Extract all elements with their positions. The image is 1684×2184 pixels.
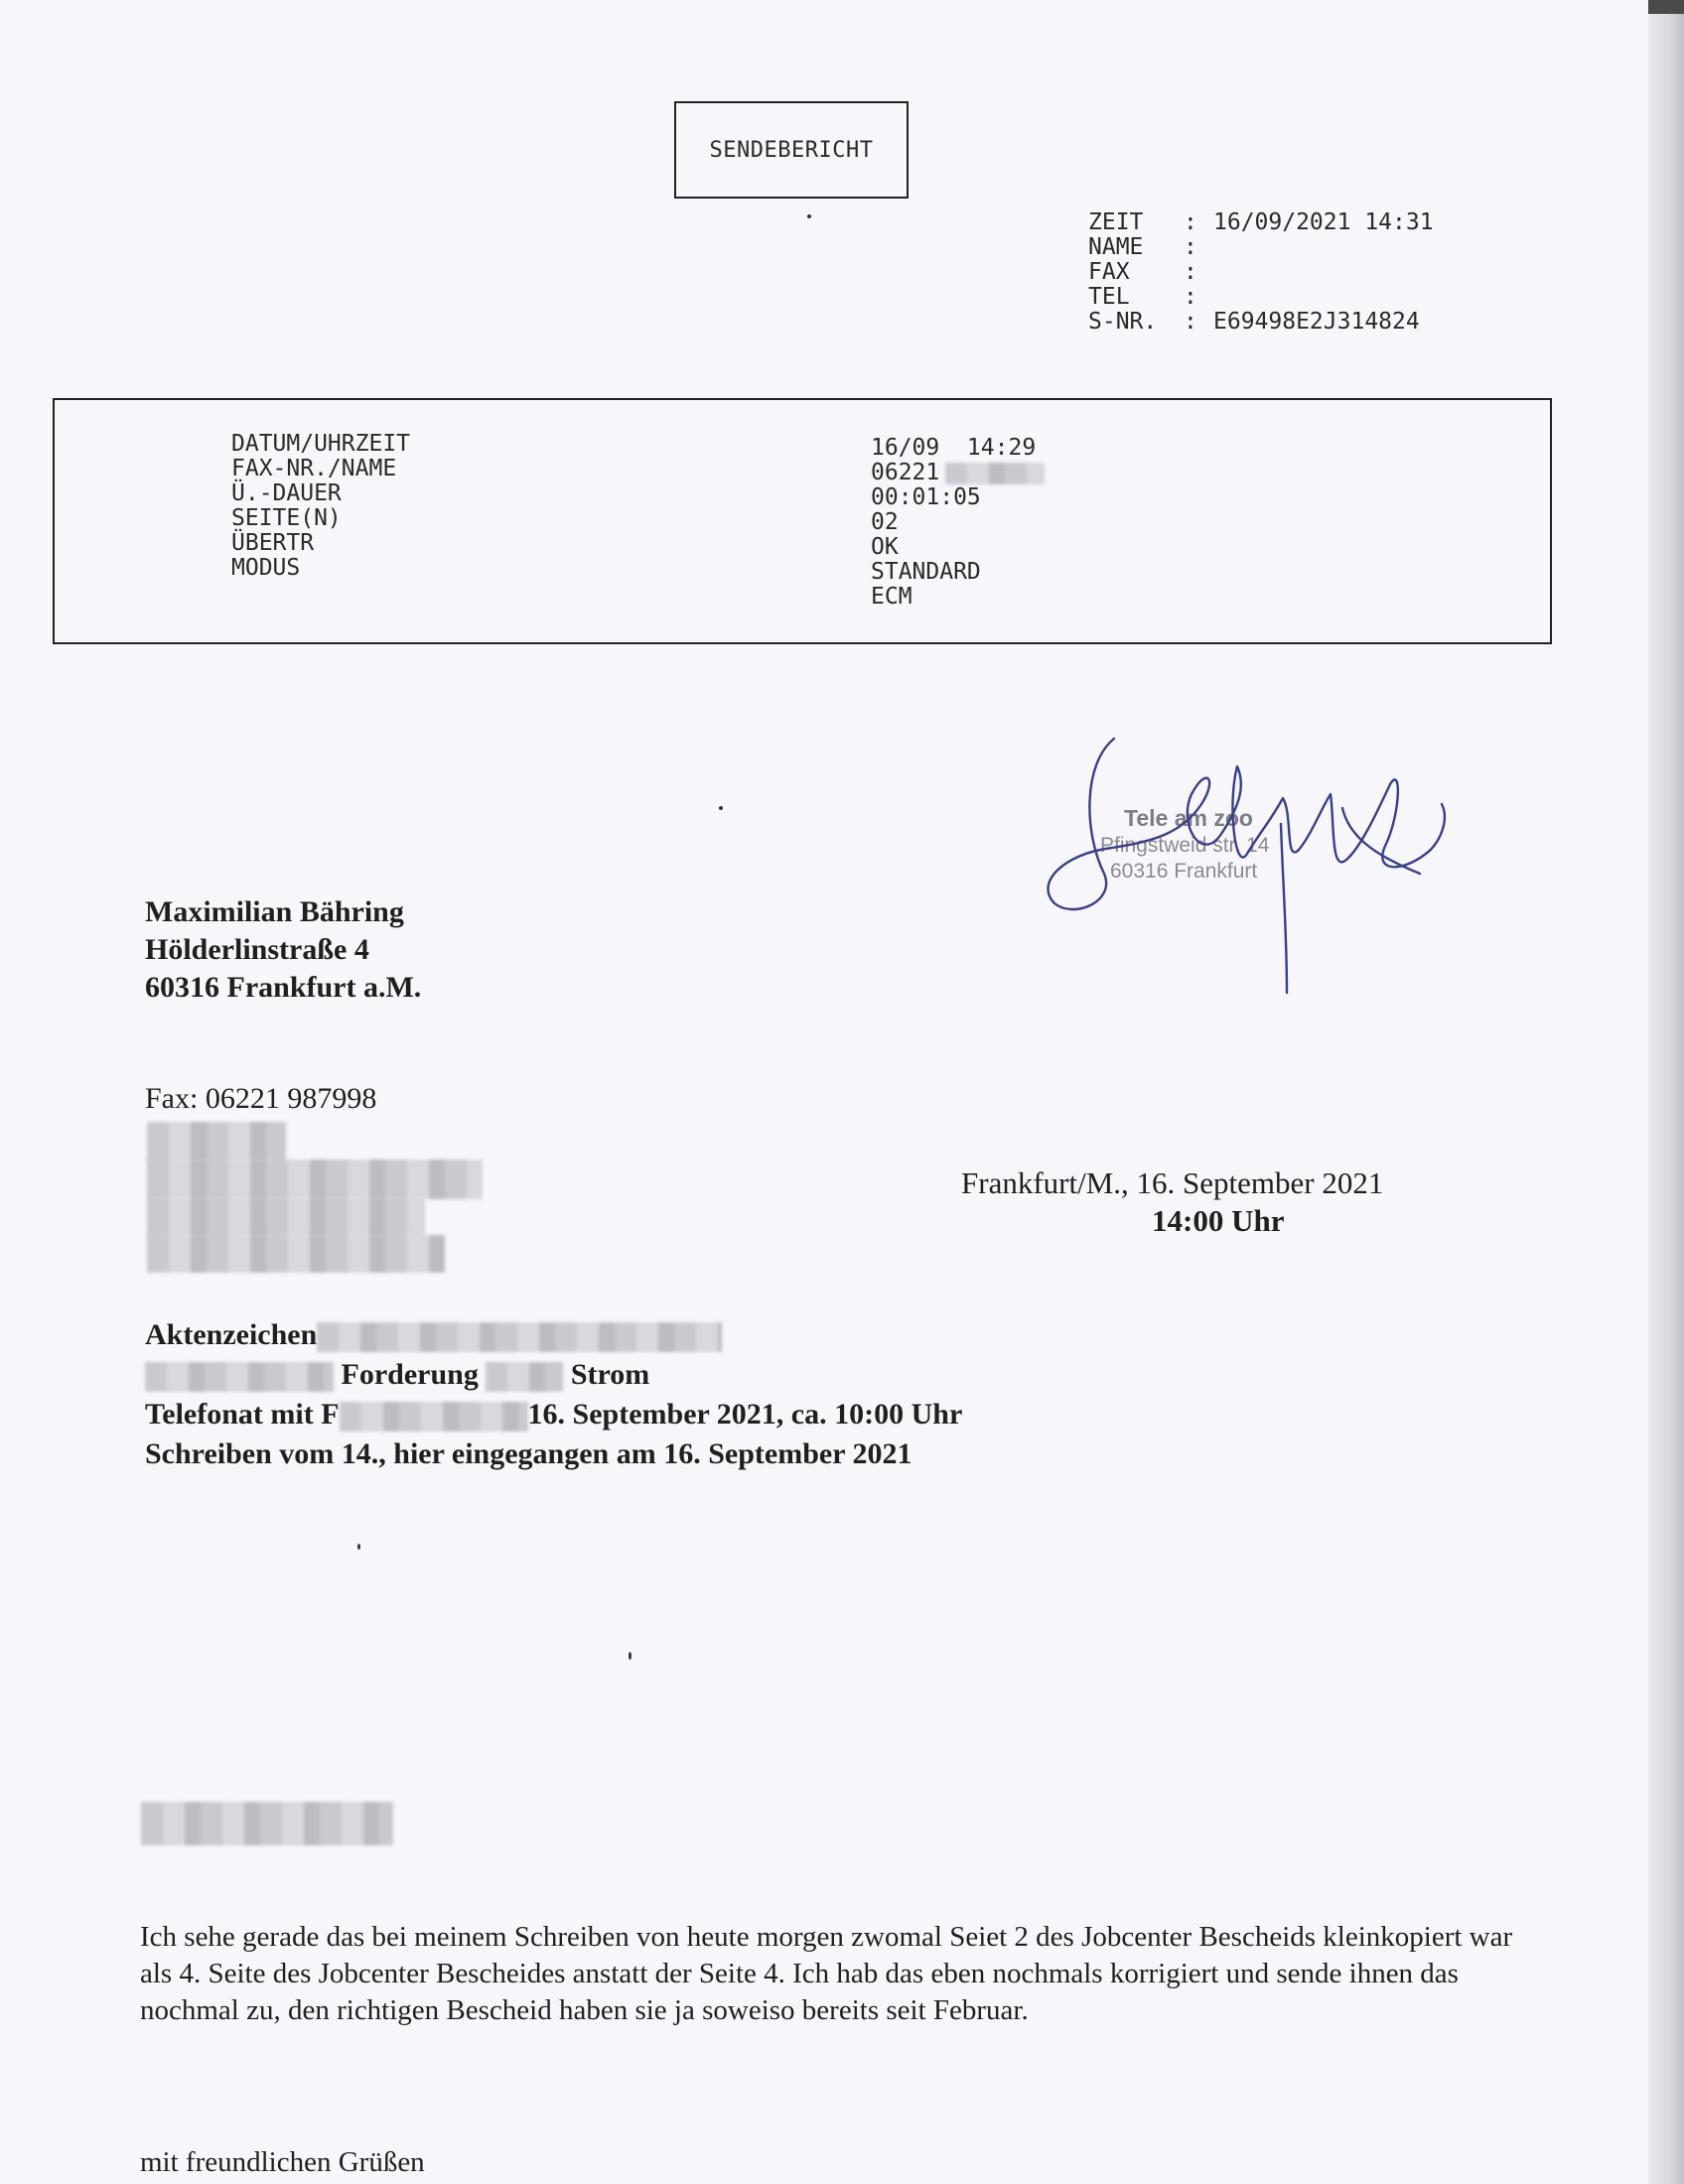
tx-value: OK — [871, 534, 899, 560]
header-value: 16/09/2021 14:31 — [1213, 209, 1434, 235]
scan-edge — [1648, 0, 1684, 2184]
sender-name: Maximilian Bähring — [145, 895, 404, 928]
tx-label: DATUM/UHRZEIT — [231, 431, 411, 457]
scan-edge-top — [1648, 0, 1684, 14]
tx-label: SEITE(N) — [231, 505, 342, 531]
sender-address — [145, 893, 421, 1007]
redacted-block — [147, 1235, 445, 1273]
stamp-line-2: Pfingstweid str. 14 — [1100, 834, 1270, 857]
redacted-recipient-address — [147, 1122, 485, 1276]
sender-city: 60316 Frankfurt a.M. — [145, 971, 422, 1004]
transmission-values — [871, 436, 1045, 610]
header-row-tel: TEL : — [1088, 284, 1197, 310]
scan-speck — [357, 1544, 360, 1550]
header-label: NAME — [1088, 234, 1144, 260]
tx-value-fax-number: 06221 — [871, 461, 1045, 485]
header-label: S-NR. — [1088, 309, 1158, 335]
tx-label: MODUS — [231, 555, 301, 581]
redacted-block — [340, 1402, 528, 1432]
tx-value: STANDARD — [871, 559, 981, 585]
header-row-time: ZEIT : 16/09/2021 14:31 — [1088, 209, 1434, 235]
subject-block — [145, 1315, 962, 1474]
subject-line-call: Telefonat mit F 16. September 2021, ca. 10:00 Uhr — [145, 1398, 963, 1431]
fax-header-info — [1088, 210, 1434, 335]
subject-line-letter: Schreiben vom 14., hier eingegangen am 16. September 2021 — [145, 1437, 912, 1470]
redacted-block — [145, 1362, 334, 1392]
header-row-name: NAME : — [1088, 234, 1197, 260]
tx-label: Ü.-DAUER — [231, 480, 342, 506]
letter-time: 14:00 Uhr — [1152, 1203, 1285, 1238]
report-title: SENDEBERICHT — [674, 101, 909, 199]
stamp-line-1: Tele am zoo — [1124, 805, 1253, 831]
tx-label: ÜBERTR — [231, 530, 315, 556]
tx-value: 16/09 14:29 — [871, 435, 1037, 461]
redacted-block — [147, 1122, 286, 1161]
signature-stamp — [1033, 725, 1470, 1003]
letter-date: Frankfurt/M., 16. September 2021 — [961, 1165, 1384, 1200]
subject-line-reference: Aktenzeichen — [145, 1315, 962, 1355]
tx-value: ECM — [871, 584, 912, 610]
sender-fax: Fax: 06221 987998 — [145, 1082, 377, 1115]
redacted-block — [486, 1362, 563, 1392]
redacted-salutation — [141, 1802, 393, 1845]
subject-line-claim: Forderung Strom — [145, 1355, 962, 1395]
stamp-line-3: 60316 Frankfurt — [1110, 860, 1258, 883]
tx-label: FAX-NR./NAME — [231, 456, 397, 481]
redacted-block — [147, 1197, 425, 1237]
header-label: TEL — [1088, 284, 1130, 310]
scan-speck — [629, 1652, 632, 1660]
tx-value: 02 — [871, 509, 899, 535]
redacted-block — [945, 463, 1045, 484]
redacted-block — [317, 1322, 722, 1352]
header-row-fax: FAX : — [1088, 259, 1197, 285]
transmission-box — [53, 398, 1552, 644]
transmission-labels — [231, 432, 410, 581]
header-label: FAX — [1088, 259, 1130, 285]
letter-closing: mit freundlichen Grüßen — [140, 2146, 425, 2178]
redacted-block — [147, 1160, 483, 1199]
header-row-serial: S-NR. : E69498E2J314824 — [1088, 309, 1420, 335]
header-value: E69498E2J314824 — [1213, 309, 1420, 335]
scan-speck — [807, 214, 811, 218]
scan-speck — [719, 806, 723, 810]
letter-body: Ich sehe gerade das bei meinem Schreiben von heute morgen zwomal Seiet 2 des Jobcenter Bescheids kleinkopiert war als 4. Seite des Jobcenter Bescheides anstatt der Seite 4. Ich hab das eben nochmals korrigiert und sende ihnen das nochmal zu, den richtigen Bescheid haben sie ja soweiso bereits seit Februar. — [140, 1921, 1513, 2026]
header-label: ZEIT — [1088, 209, 1144, 235]
sender-street: Hölderlinstraße 4 — [145, 933, 369, 966]
tx-value: 00:01:05 — [871, 484, 981, 510]
